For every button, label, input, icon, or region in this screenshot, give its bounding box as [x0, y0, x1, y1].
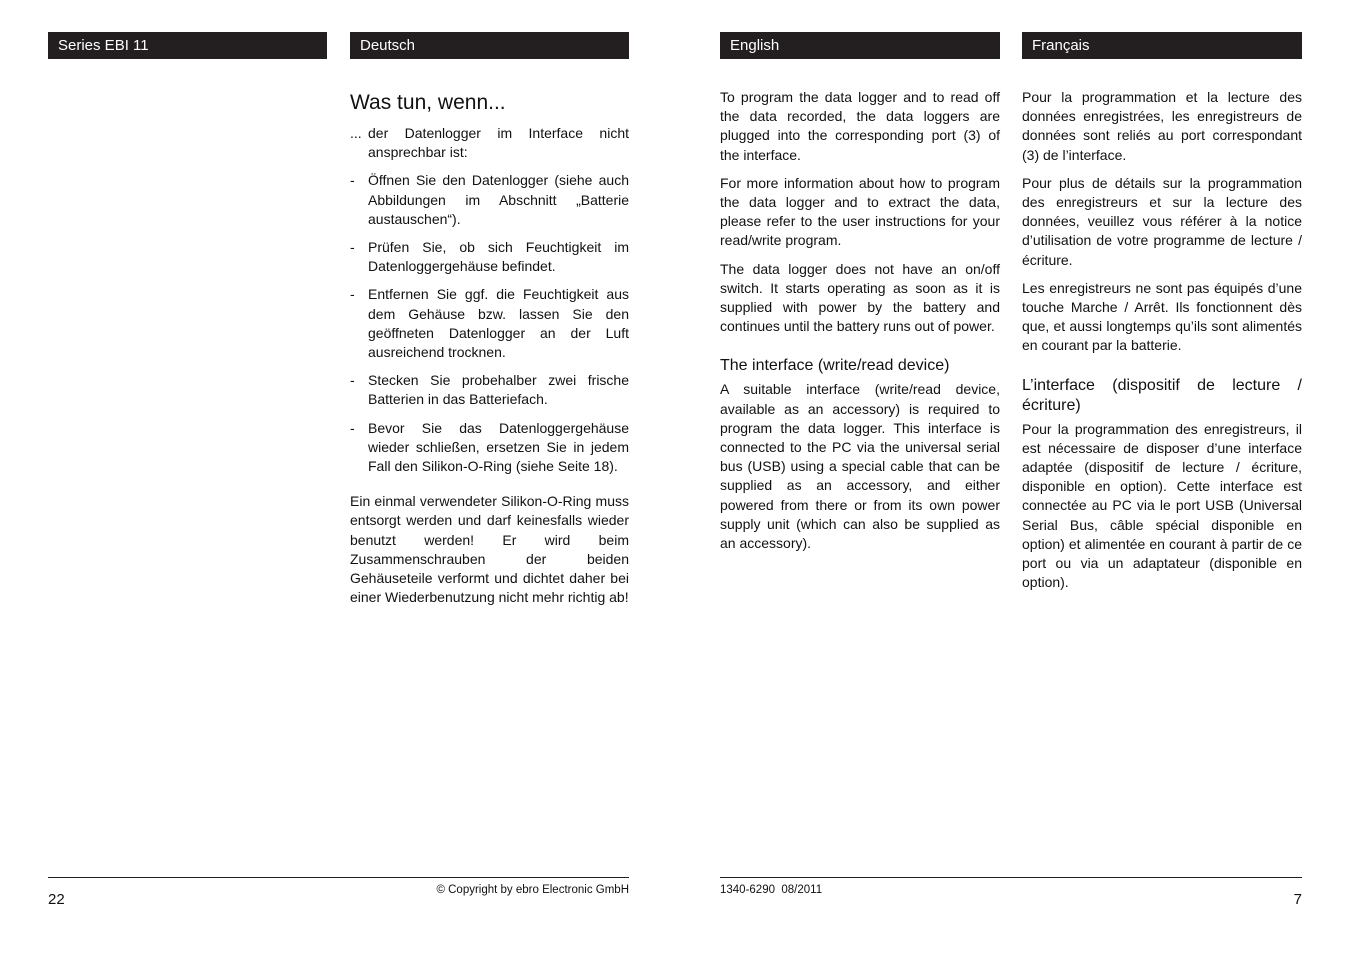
- page-number-left: 22: [48, 891, 65, 908]
- copyright: © Copyright by ebro Electronic GmbH: [436, 884, 629, 896]
- francais-heading: L’interface (dispositif de lecture / écriture): [1022, 376, 1302, 414]
- english-paragraph: For more information about how to program the data logger and to extract the data, please refer to the user instructions for your read/write program.: [720, 174, 1000, 249]
- list-item: ... der Datenlogger im Interface nicht ansprechbar ist:: [350, 125, 629, 161]
- list-item: - Öffnen Sie den Datenlogger (siehe auch Abbildungen im Abschnitt „Batterie austauschen“).: [350, 172, 629, 227]
- francais-paragraph: Pour plus de détails sur la programmation des enregistreurs et sur la lecture des données, veuillez vous référer à la notice d’utilisation de votre programme de lecture / écriture.: [1022, 174, 1302, 268]
- list-item: - Entfernen Sie ggf. die Feuchtigkeit aus dem Gehäuse bzw. lassen Sie den geöffneten Datenlogger an der Luft ausreichend trocknen.: [350, 286, 629, 361]
- deutsch-title: Was tun, wenn...: [350, 91, 506, 114]
- troubleshooting-list: [350, 124, 629, 476]
- english-column: [720, 88, 1000, 562]
- footer-rule-right: [720, 877, 1302, 878]
- document-code: 1340-6290 08/2011: [720, 884, 823, 896]
- deutsch-warning: Ein einmal verwendeter Silikon-O-Ring muss entsorgt werden und darf keinesfalls wieder benutzt werden! Er wird beim Zusammenschrauben der beiden Gehäuseteile verformt und dichtet daher bei einer Wiederbenutzung nicht mehr richtig ab!: [350, 493, 629, 606]
- list-item: - Stecken Sie probehalber zwei frische Batterien in das Batteriefach.: [350, 372, 629, 408]
- footer-rule-left: [48, 877, 629, 878]
- english-paragraph: To program the data logger and to read off the data recorded, the data loggers are plugged into the corresponding port (3) of the interface.: [720, 89, 1000, 163]
- francais-paragraph: Les enregistreurs ne sont pas équipés d’une touche Marche / Arrêt. Ils fonctionnent dès que, et aussi longtemps qu’ils sont alimentés en courant par la batterie.: [1022, 279, 1302, 354]
- english-paragraph: The data logger does not have an on/off switch. It starts operating as soon as it is supplied with power by the battery and continues until the battery runs out of power.: [720, 260, 1000, 335]
- header-deutsch: Deutsch: [350, 32, 629, 59]
- header-francais: Français: [1022, 32, 1302, 59]
- francais-column: [1022, 88, 1302, 601]
- english-heading: The interface (write/read device): [720, 357, 950, 375]
- header-english: English: [720, 32, 1000, 59]
- page-number-right: 7: [1293, 891, 1302, 908]
- list-item: - Bevor Sie das Datenloggergehäuse wieder schließen, ersetzen Sie in jedem Fall den Silikon-O-Ring (siehe Seite 18).: [350, 419, 629, 475]
- deutsch-column: [350, 90, 629, 616]
- english-paragraph: A suitable interface (write/read device, available as an accessory) is required to program the data logger. This interface is connected to the PC via the universal serial bus (USB) using a special cable that can be supplied as an accessory, and either powered from there or from its own power supply unit (which can also be supplied as an accessory).: [720, 381, 1000, 552]
- header-series: Series EBI 11: [48, 32, 327, 59]
- francais-paragraph: Pour la programmation et la lecture des données enregistrées, les enregistreurs de données sont reliés au port correspondant (3) de l’interface.: [1022, 89, 1302, 163]
- list-item: - Prüfen Sie, ob sich Feuchtigkeit im Datenloggergehäuse befindet.: [350, 239, 629, 275]
- francais-paragraph: Pour la programmation des enregistreurs, il est nécessaire de disposer d’une interface adaptée (dispositif de lecture / écriture, disponible en option). Cette interface est connectée au PC via le port USB (Universal Serial Bus, câble spécial disponible en option) et alimentée en courant à partir de ce port ou via un adaptateur (disponible en option).: [1022, 420, 1302, 591]
